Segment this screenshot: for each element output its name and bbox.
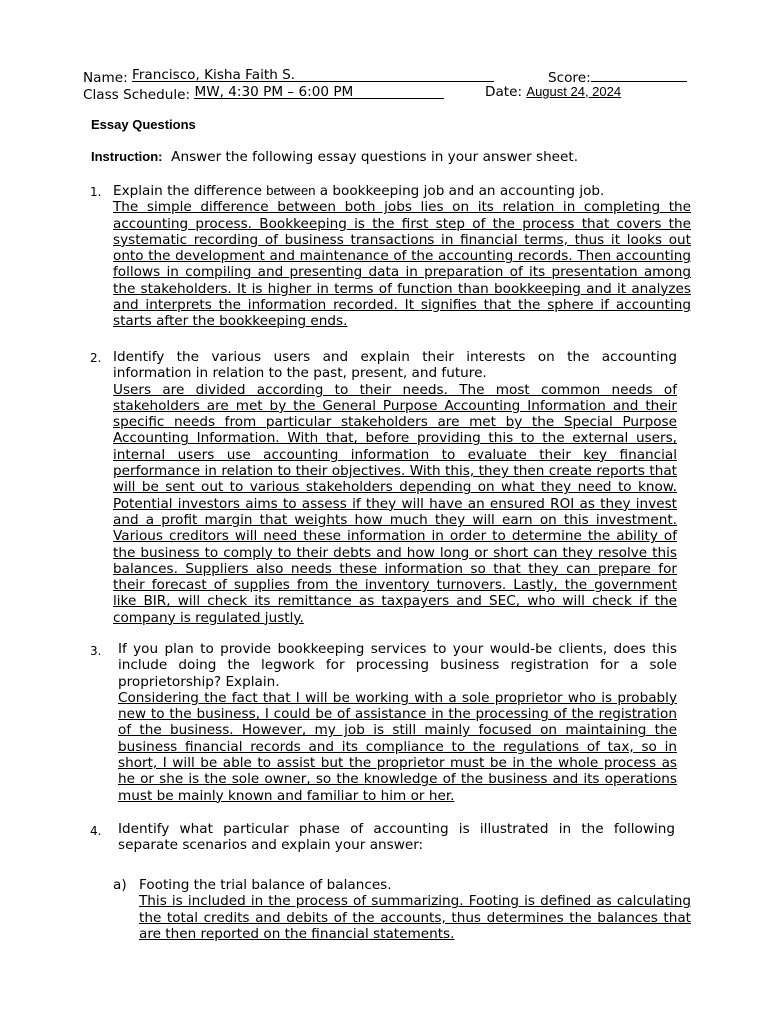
question-number: 3. xyxy=(90,644,102,658)
sub-question-letter: a) xyxy=(113,877,127,893)
name-label: Name: xyxy=(83,70,128,86)
question-2 xyxy=(113,349,677,626)
question-1-prompt-word: between xyxy=(266,183,316,198)
question-3-answer: Considering the fact that I will be working with a sole proprietor who is probably new to the business, I could be of assistance in the processing of the registration of the business. However, my job is still mainly focused on maintaining the business financial records and its compliance to the regulations of tax, so in short, I will be able to assist but the proprietor must be in the whole process as he or she is the sole owner, so the knowledge of the business and its operations must be mainly known and familiar to him or her. xyxy=(118,689,677,804)
question-2-answer: Users are divided according to their needs. The most common needs of stakeholders are met by the General Purpose Accounting Information and their specific needs from particular stakeholders are met by the Special Purpose Accounting Information. With that, before providing this to the external users, internal users use accounting information to evaluate their key financial performance in relation to their objectives. With this, they then create reports that will be sent out to various stakeholders depending on what they need to know. Potential investors aims to assess if they will have an ensured ROI as they invest and a profit margin that weights how much they will earn on this investment. Various creditors will need these information in order to determine the ability of the business to comply to their debts and how long or short can they resolve this balances. Suppliers also needs these information so that they can prepare for their forecast of supplies from the inventory turnovers. Lastly, the government like BIR, will check its remittance as taxpayers and SEC, who will check if the company is regulated justly. xyxy=(113,381,677,626)
schedule-row xyxy=(83,84,444,103)
question-4a-prompt: Footing the trial balance of balances. xyxy=(139,877,392,893)
name-field xyxy=(132,67,494,82)
date-value: August 24, 2024 xyxy=(526,84,622,99)
schedule-label: Class Schedule: xyxy=(83,87,191,103)
page-title: Essay Questions xyxy=(91,117,196,132)
question-1 xyxy=(113,183,691,330)
question-4a xyxy=(139,877,691,942)
question-4 xyxy=(118,821,675,854)
question-1-prompt-text: Explain the difference xyxy=(113,183,267,199)
date-row xyxy=(485,84,621,100)
question-3 xyxy=(118,641,677,804)
score-label: Score: xyxy=(548,70,591,86)
instruction-text: Answer the following essay questions in your answer sheet. xyxy=(171,149,579,165)
name-value: Francisco, Kisha Faith S. xyxy=(132,67,296,83)
question-number: 2. xyxy=(90,351,102,365)
schedule-value: MW, 4:30 PM – 6:00 PM xyxy=(194,84,354,100)
question-4a-answer: This is included in the process of summarizing. Footing is defined as calculating the total credits and debits of the accounts, thus determines the balances that are then reported on the financial statements. xyxy=(139,893,691,942)
instruction xyxy=(91,149,578,165)
date-label: Date: xyxy=(485,84,523,100)
schedule-field xyxy=(194,84,444,99)
question-1-prompt-rest: a bookkeeping job and an accounting job. xyxy=(315,183,605,199)
score-field xyxy=(591,67,687,82)
question-4-prompt: Identify what particular phase of accounting is illustrated in the following separate scenarios and explain your answer: xyxy=(118,821,675,854)
question-number: 4. xyxy=(90,824,102,838)
instruction-label: Instruction: xyxy=(91,149,163,164)
question-number: 1. xyxy=(90,185,102,199)
question-2-prompt: Identify the various users and explain their interests on the accounting information in relation to the past, present, and future. xyxy=(113,349,677,382)
question-1-answer: The simple difference between both jobs lies on its relation in completing the accounting process. Bookkeeping is the first step of the process that covers the systematic recording of business transactions in financial terms, thus it looks out onto the development and maintenance of the accounting records. Then accounting follows in compiling and presenting data in preparation of its presentation among the stakeholders. It is higher in terms of function than bookkeeping and it analyzes and interprets the information recorded. It signifies that the sphere if accounting starts after the bookkeeping ends. xyxy=(113,199,691,330)
question-1-prompt xyxy=(113,183,691,199)
question-3-prompt: If you plan to provide bookkeeping services to your would-be clients, does this include doing the legwork for processing business registration for a sole proprietorship? Explain. xyxy=(118,641,677,690)
